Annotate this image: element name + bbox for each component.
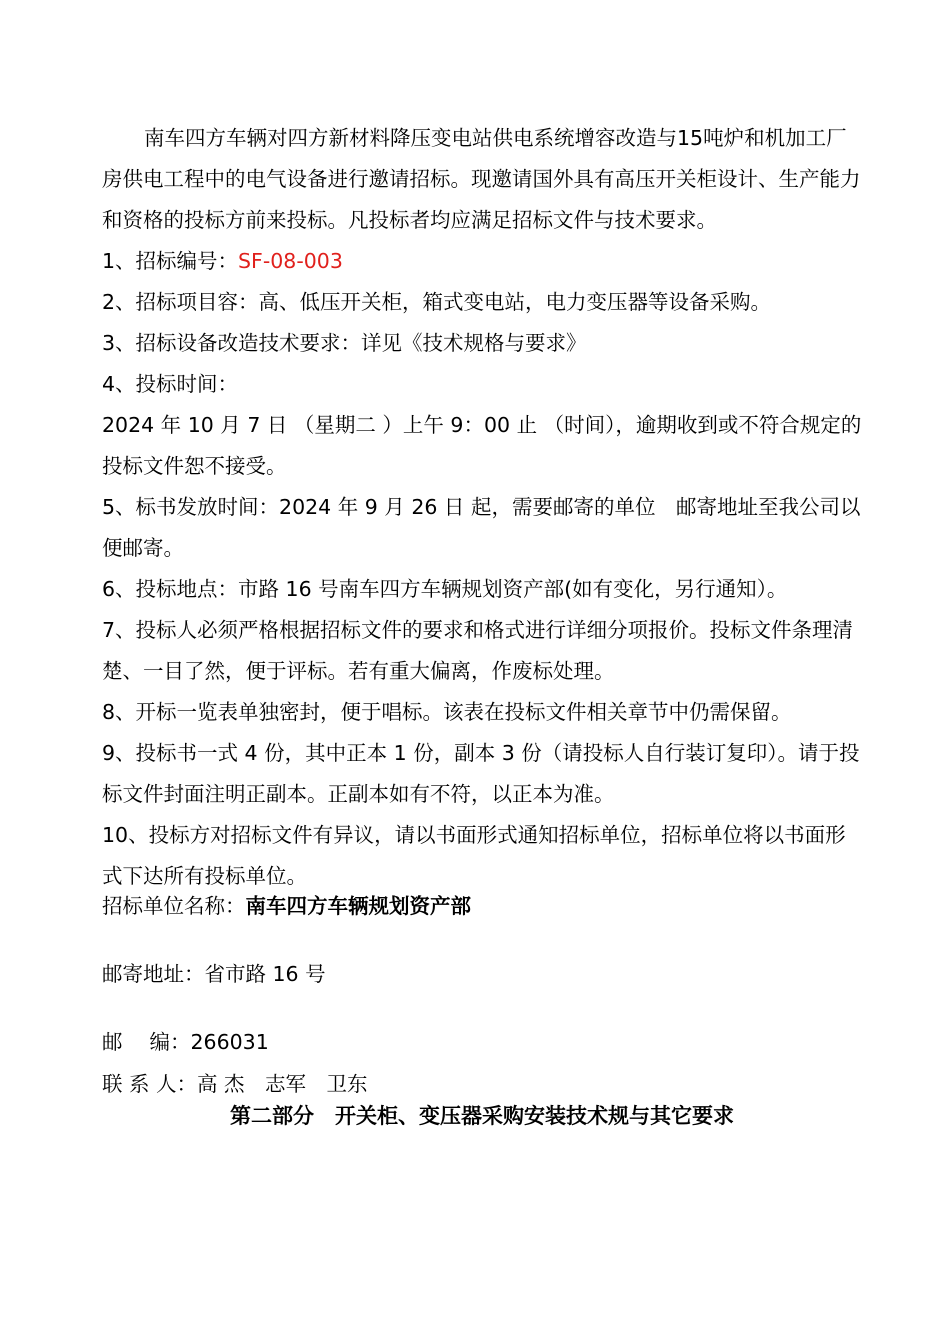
bid-number-value: SF-08-003: [238, 249, 343, 273]
section-heading: 第二部分 开关柜、变压器采购安装技术规与其它要求: [230, 1104, 734, 1128]
item-opening-sheet: 8、开标一览表单独密封，便于唱标。该表在投标文件相关章节中仍需保留。: [102, 700, 792, 724]
intro-paragraph: 南车四方车辆对四方新材料降压变电站供电系统增容改造与15吨炉和机加工厂房供电工程中的电气设备进行邀请招标。现邀请国外具有高压开关柜设计、生产能力和资格的投标方前来投标。凡投标者均应满足招标文件与技术要求。: [102, 126, 861, 232]
item-distribution-time: 5、标书发放时间：2024 年 9 月 26 日 起，需要邮寄的单位 邮寄地址至我公司以便邮寄。: [102, 495, 861, 560]
contact-unit-label: 招标单位名称：: [102, 894, 246, 918]
contact-person: 联 系 人：高 杰 志军 卫东: [102, 1072, 368, 1096]
item-bid-number: [102, 241, 862, 282]
contact-unit: [102, 891, 862, 921]
item-bid-time-text: 2024 年 10 月 7 日 （星期二 ）上午 9：00 止 （时间），逾期收到或不符合规定的投标文件恕不接受。: [102, 413, 862, 478]
contact-unit-value: 南车四方车辆规划资产部: [245, 894, 471, 918]
contact-address: 邮寄地址：省市路 16 号: [102, 962, 326, 986]
item-quotation-rules: 7、投标人必须严格根据招标文件的要求和格式进行详细分项报价。投标文件条理清楚、一目了然，便于评标。若有重大偏离，作废标处理。: [102, 618, 854, 683]
item-tech-requirements: 3、招标设备改造技术要求：详见《技术规格与要求》: [102, 331, 587, 355]
contact-postcode: 邮 编：266031: [102, 1030, 269, 1054]
document-page: [102, 118, 862, 1131]
item-bid-time-label: 4、投标时间：: [102, 372, 239, 396]
bid-number-label: 1、招标编号：: [102, 249, 239, 273]
item-objections: 10、投标方对招标文件有异议，请以书面形式通知招标单位，招标单位将以书面形式下达所有投标单位。: [102, 823, 846, 888]
item-bid-location: 6、投标地点：市路 16 号南车四方车辆规划资产部(如有变化，另行通知）。: [102, 577, 788, 601]
item-copies: 9、投标书一式 4 份，其中正本 1 份，副本 3 份（请投标人自行装订复印）。请于投标文件封面注明正副本。正副本如有不符，以正本为准。: [102, 741, 860, 806]
item-project-content: 2、招标项目容：高、低压开关柜，箱式变电站，电力变压器等设备采购。: [102, 290, 772, 314]
